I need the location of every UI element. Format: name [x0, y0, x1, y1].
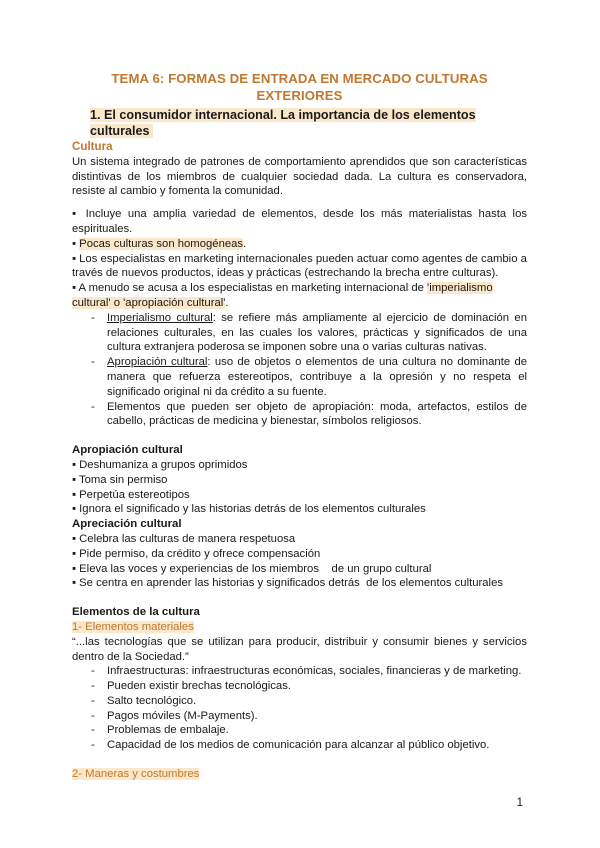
list-item: ▪ Deshumaniza a grupos oprimidos	[72, 458, 248, 471]
list-item: - Capacidad de los medios de comunicación para alcanzar al público objetivo.	[91, 738, 527, 753]
elementos-quote: “...las tecnologías que se utilizan para producir, distribuir y consumir bienes y servicios dentro de la Sociedad.”	[72, 635, 527, 663]
list-item: ▪ Pide permiso, da crédito y ofrece compensación	[72, 547, 321, 560]
list-item: ▪ Se centra en aprender las historias y significados detrás de los elementos culturales	[72, 577, 504, 590]
cultura-bullet-2: ▪ Pocas culturas son homogéneas.	[72, 237, 247, 250]
list-item: ▪ Celebra las culturas de manera respetuosa	[72, 532, 296, 545]
maneras-costumbres-subheading: 2- Maneras y costumbres	[72, 768, 200, 781]
document-page	[72, 70, 527, 782]
cultura-label: Cultura	[72, 140, 113, 153]
cultura-bullet-1: ▪ Incluye una amplia variedad de elementos, desde los más materialistas hasta los espirituales.	[72, 208, 527, 235]
page-title: TEMA 6: FORMAS DE ENTRADA EN MERCADO CULTURAS EXTERIORES	[111, 71, 488, 103]
apropiacion-heading: Apropiación cultural	[72, 444, 183, 457]
list-item: - Problemas de embalaje.	[91, 723, 527, 738]
section-heading-1	[90, 107, 527, 139]
list-item: ▪ Perpetúa estereotipos	[72, 488, 190, 501]
list-item: - Infraestructuras: infraestructuras económicas, sociales, financieras y de marketing.	[91, 664, 527, 679]
apreciacion-heading: Apreciación cultural	[72, 518, 182, 531]
cultura-bullet-4: ▪ A menudo se acusa a los especialistas en marketing internacional de 'imperialismo cultural' o 'apropiación cultural'.	[72, 282, 493, 309]
page-number: 1	[516, 797, 523, 809]
list-item: - Elementos que pueden ser objeto de apropiación: moda, artefactos, estilos de cabello, prácticas de medicina y bienestar, símbolos religiosos.	[91, 400, 527, 430]
elementos-materiales-list	[72, 664, 527, 753]
highlight-homogeneas: Pocas culturas son homogéneas	[79, 237, 244, 250]
cultura-sub-list	[72, 311, 527, 429]
section-heading-text: 1. El consumidor internacional. La importancia de los elementos culturales	[90, 108, 476, 138]
list-item: - Apropiación cultural: uso de objetos o elementos de una cultura no dominante de manera que refuerza estereotipos, contribuye a la opresión y no respeta el significado original ni da crédito a su fuente.	[91, 355, 527, 399]
list-item: ▪ Eleva las voces y experiencias de los miembros de un grupo cultural	[72, 562, 432, 575]
cultura-bullet-3: ▪ Los especialistas en marketing internacionales pueden actuar como agentes de cambio a través de nuevos productos, ideas y prácticas (estrechando la brecha entre culturas).	[72, 252, 527, 280]
highlight-imperialismo: 'imperialismo cultural' o 'apropiación cultural'	[72, 282, 493, 309]
list-item: ▪ Toma sin permiso	[72, 473, 168, 486]
list-item: - Imperialismo cultural: se refiere más ampliamente al ejercicio de dominación en relaciones culturales, en las cuales los valores, prácticas y significados de una cultura extranjera poderosa se imponen sobre una o varias culturas nativas.	[91, 311, 527, 355]
list-item: - Pueden existir brechas tecnológicas.	[91, 679, 527, 694]
list-item: - Pagos móviles (M-Payments).	[91, 709, 527, 724]
list-item: ▪ Ignora el significado y las historias detrás de los elementos culturales	[72, 503, 426, 516]
list-item: - Salto tecnológico.	[91, 694, 527, 709]
elementos-materiales-subheading: 1- Elementos materiales	[72, 620, 194, 633]
cultura-definition: Un sistema integrado de patrones de comportamiento aprendidos que son características distintivas de los miembros de cualquier sociedad dada. La cultura es conservadora, resiste al cambio y fomenta la comunidad.	[72, 155, 527, 198]
elementos-heading: Elementos de la cultura	[72, 606, 200, 619]
